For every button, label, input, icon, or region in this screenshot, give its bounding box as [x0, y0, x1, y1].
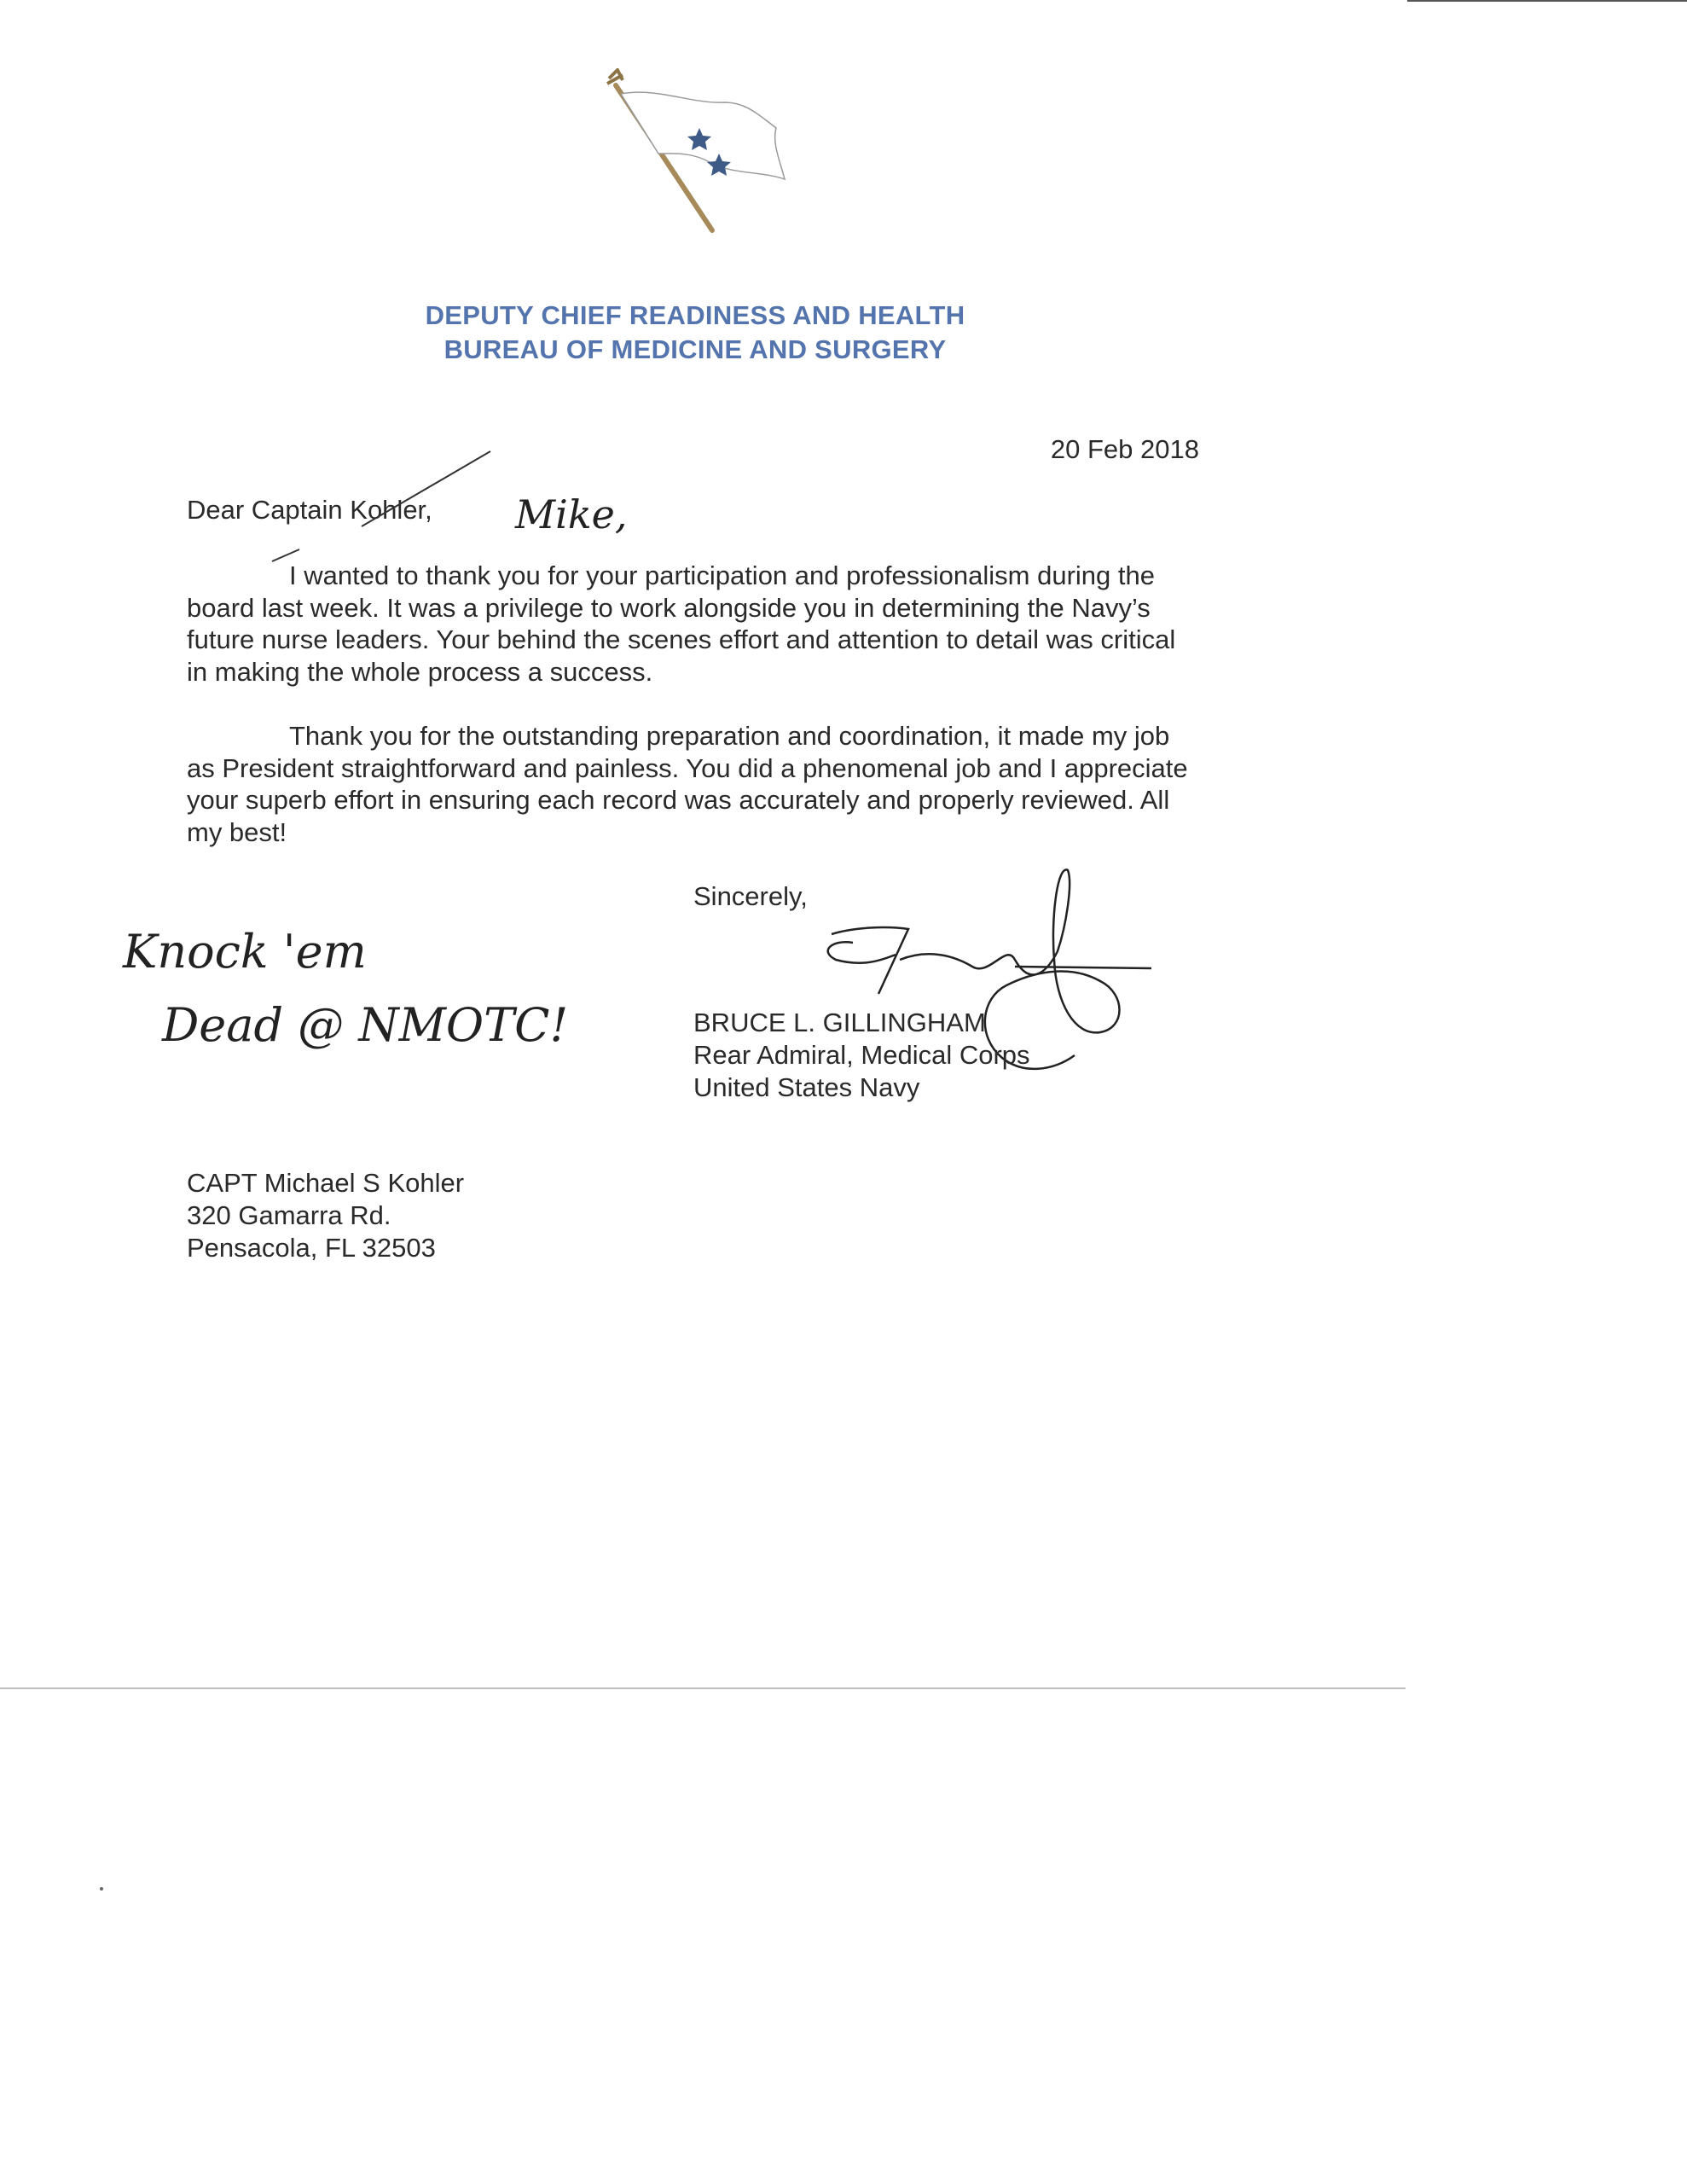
letterhead-line-1: DEPUTY CHIEF READINESS AND HEALTH — [425, 300, 965, 330]
handwritten-note-line-2: Dead @ NMOTC! — [162, 998, 569, 1052]
rear-admiral-flag-icon — [597, 68, 802, 239]
scan-edge-line-bottom — [0, 1687, 1406, 1689]
scan-edge-line-top — [1407, 0, 1687, 2]
closing: Sincerely, — [693, 881, 808, 911]
signer-service: United States Navy — [693, 1072, 920, 1102]
handwritten-greeting — [512, 491, 699, 542]
letterhead — [256, 299, 1134, 367]
letterhead-line-2: BUREAU OF MEDICINE AND SURGERY — [443, 334, 947, 364]
recipient-address — [187, 1167, 464, 1264]
recipient-street: 320 Gamarra Rd. — [187, 1200, 391, 1230]
recipient-city: Pensacola, FL 32503 — [187, 1233, 436, 1263]
signer-rank: Rear Admiral, Medical Corps — [693, 1040, 1030, 1070]
handwritten-strikethrough-mark — [358, 448, 495, 533]
handwritten-greeting-text: Mike, — [515, 491, 628, 537]
signature-block — [693, 1007, 1030, 1104]
handwritten-note-line-1: Knock 'em — [123, 925, 367, 979]
salutation: Dear Captain Kohler, — [187, 495, 432, 525]
body-paragraph-1: I wanted to thank you for your participation and professionalism during the board last week. It was a privilege to work alongside you in determining the Navy’s future nurse leaders. Your behind the scenes effort and attention to detail was critical in making the whole process a success. — [187, 561, 1176, 687]
recipient-name: CAPT Michael S Kohler — [187, 1168, 465, 1198]
body-paragraph-2: Thank you for the outstanding preparation and coordination, it made my job as President straightforward and painless. You did a phenomenal job and I appreciate your superb effort in ensuring each record was accurately and properly reviewed. All my best! — [187, 721, 1188, 847]
scan-speck — [100, 1887, 103, 1891]
signer-name: BRUCE L. GILLINGHAM — [693, 1008, 986, 1037]
letter-date: 20 Feb 2018 — [1050, 434, 1199, 464]
handwritten-note — [111, 896, 606, 1066]
